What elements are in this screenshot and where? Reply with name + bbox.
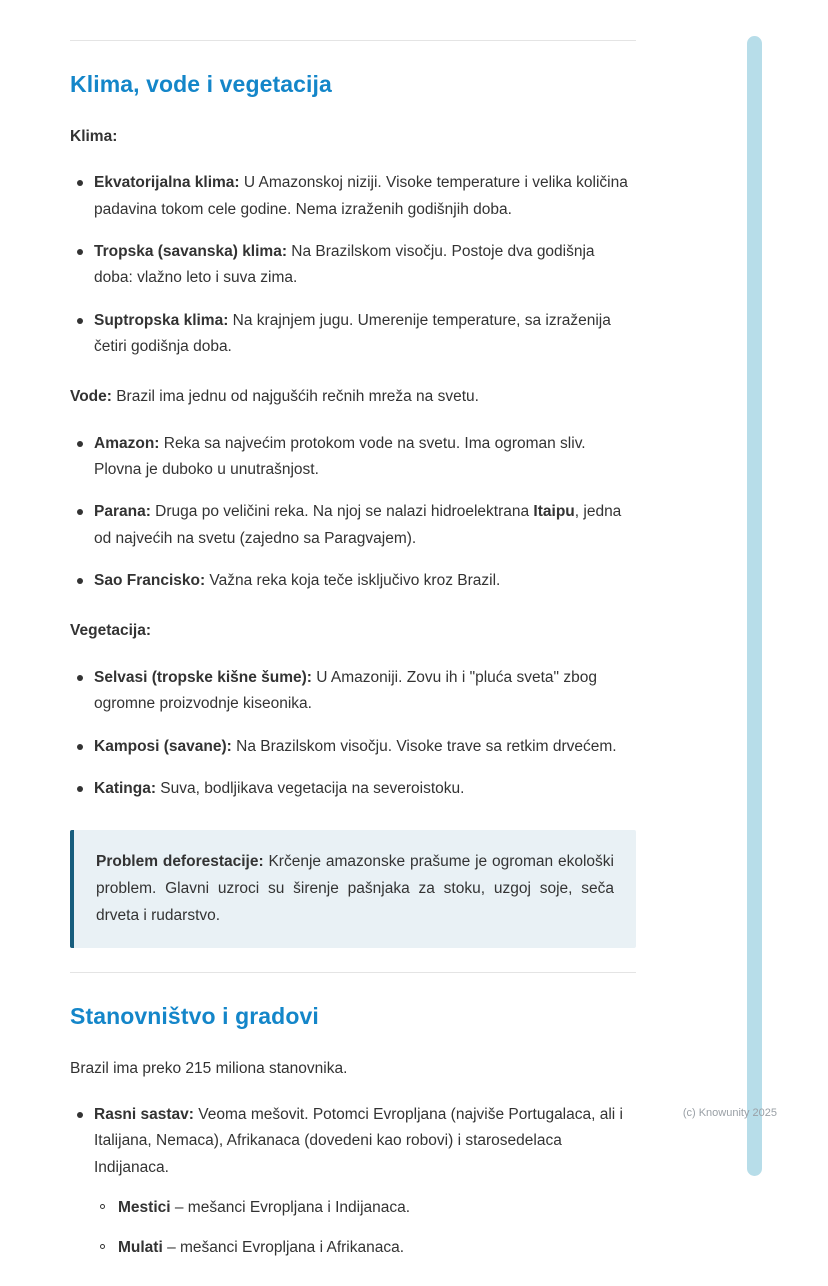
item-lead: Katinga: — [94, 779, 156, 797]
list-item — [70, 665, 636, 718]
list-item — [70, 431, 636, 484]
item-bold: Itaipu — [533, 503, 575, 521]
info-callout-deforestacija — [70, 830, 636, 947]
bullet-icon — [77, 441, 83, 447]
klima-list — [70, 170, 636, 360]
section-title-klima-vode-vegetacija: Klima, vode i vegetacija — [70, 71, 332, 97]
bullet-icon — [77, 180, 83, 186]
item-lead: Parana: — [94, 503, 151, 521]
vegetacija-label: Vegetacija: — [70, 622, 151, 640]
divider — [70, 40, 636, 41]
callout-text: Krčenje amazonske prašume je ogroman ekološki problem. Glavni uzroci su širenje pašnjaka za stoku, uzgoj soje, seča drveta i rudarstvo. — [96, 853, 614, 925]
bullet-icon — [77, 578, 83, 584]
item-lead: Suptropska klima: — [94, 311, 229, 329]
bullet-icon — [77, 318, 83, 324]
bullet-icon — [77, 675, 83, 681]
item-text: Suva, bodljikava vegetacija na severoistoku. — [156, 779, 465, 797]
scrollbar-thumb[interactable] — [747, 36, 762, 1176]
document-content — [70, 0, 636, 1286]
item-lead: Ekvatorijalna klima: — [94, 174, 240, 192]
vegetacija-list — [70, 665, 636, 802]
vode-paragraph — [70, 384, 636, 410]
rasni-sastav-sublist — [94, 1195, 636, 1262]
circle-bullet-icon — [100, 1204, 105, 1209]
list-item — [70, 776, 636, 802]
bullet-icon — [77, 786, 83, 792]
list-item — [70, 170, 636, 223]
item-text: U Amazoniji. Zovu ih i "pluća sveta" zbog ogromne proizvodnje kiseonika. — [94, 668, 597, 713]
stanovnistvo-list — [70, 1102, 636, 1262]
item-text: Na Brazilskom visočju. Visoke trave sa retkim drvećem. — [231, 737, 617, 755]
item-lead: Selvasi (tropske kišne šume): — [94, 668, 312, 686]
section-title-stanovnistvo-gradovi: Stanovništvo i gradovi — [70, 1002, 319, 1029]
list-item — [70, 734, 636, 760]
item-text: Važna reka koja teče isključivo kroz Brazil. — [205, 572, 501, 590]
bullet-icon — [77, 744, 83, 750]
list-item — [70, 1102, 636, 1262]
item-text: – mešanci Evropljana i Indijanaca. — [170, 1198, 411, 1216]
item-text: Na krajnjem jugu. Umerenije temperature, sa izraženija četiri godišnja doba. — [94, 311, 611, 356]
klima-label: Klima: — [70, 128, 118, 145]
item-lead: Mestici — [118, 1198, 171, 1216]
item-lead: Amazon: — [94, 434, 160, 452]
vode-list — [70, 431, 636, 595]
bullet-icon — [77, 249, 83, 255]
sub-list-item — [94, 1195, 636, 1221]
item-lead: Kamposi (savane): — [94, 737, 232, 755]
list-item — [70, 308, 636, 361]
list-item — [70, 499, 636, 552]
circle-bullet-icon — [100, 1244, 105, 1249]
sub-list-item — [94, 1235, 636, 1261]
item-text: Druga po veličini reka. Na njoj se nalazi hidroelektrana — [150, 503, 534, 521]
item-text: Reka sa najvećim protokom vode na svetu. Ima ogroman sliv. Plovna je duboko u unutrašnjost. — [94, 434, 586, 479]
item-lead: Mulati — [118, 1239, 163, 1257]
list-item — [70, 568, 636, 594]
item-text: , jedna od najvećih na svetu (zajedno sa Paragvajem). — [94, 503, 622, 547]
item-text: – mešanci Evropljana i Afrikanaca. — [162, 1239, 405, 1257]
list-item — [70, 239, 636, 292]
item-lead: Rasni sastav: — [94, 1105, 194, 1123]
bullet-icon — [77, 509, 83, 515]
copyright-text: (c) Knowunity 2025 — [682, 1107, 777, 1119]
item-text: Na Brazilskom visočju. Postoje dva godišnja doba: vlažno leto i suva zima. — [94, 243, 595, 287]
divider — [70, 972, 636, 973]
stanovnistvo-intro: Brazil ima preko 215 miliona stanovnika. — [70, 1059, 348, 1077]
item-text: U Amazonskoj niziji. Visoke temperature i velika količina padavina tokom cele godine. Nema izraženih godišnjih doba. — [94, 174, 628, 218]
item-lead: Sao Francisko: — [94, 572, 206, 590]
item-lead: Tropska (savanska) klima: — [94, 243, 287, 261]
callout-lead: Problem deforestacije: — [96, 853, 264, 871]
vode-lead: Vode: — [70, 388, 112, 406]
bullet-icon — [77, 1112, 83, 1118]
item-text: Veoma mešovit. Potomci Evropljana (najviše Portugalaca, ali i Italijana, Nemaca), Afrikanaca (dovedeni kao robovi) i starosedelaca Indijanaca. — [94, 1105, 623, 1176]
vode-text: Brazil ima jednu od najgušćih rečnih mreža na svetu. — [111, 388, 479, 406]
